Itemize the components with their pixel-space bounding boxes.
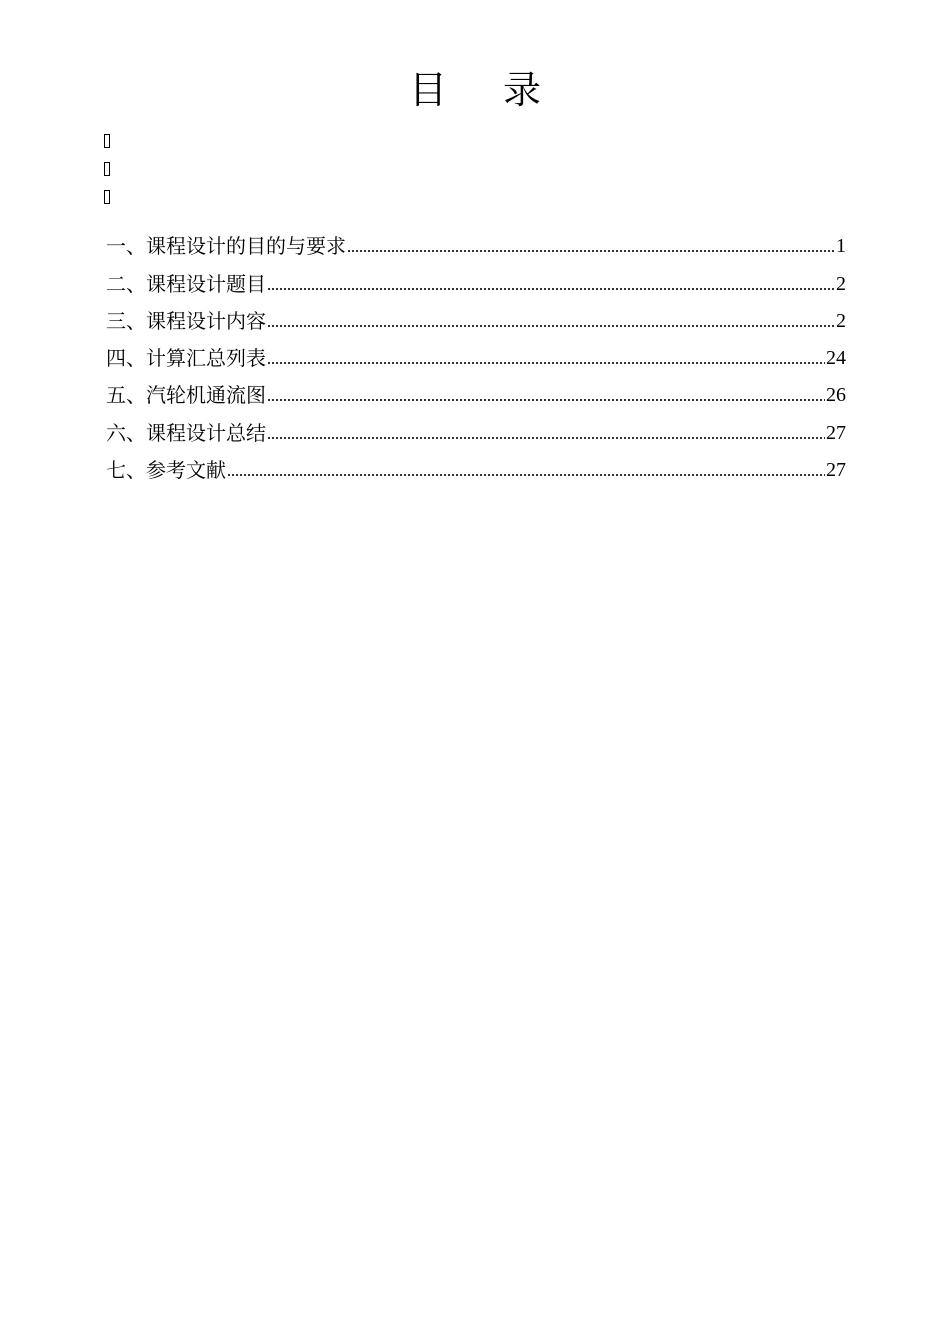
toc-entry-page: 27	[826, 459, 846, 482]
toc-entry-page: 2	[836, 272, 846, 295]
toc-entry-title: 四、计算汇总列表	[106, 346, 266, 371]
toc-entry[interactable]	[106, 224, 846, 261]
dot-leader	[267, 359, 825, 367]
placeholder-glyph	[104, 134, 110, 148]
toc-entry-title: 三、课程设计内容	[106, 308, 266, 333]
toc-entry[interactable]	[106, 373, 846, 410]
dot-leader	[267, 285, 835, 293]
toc-entry[interactable]	[106, 336, 846, 373]
toc-entry[interactable]	[106, 261, 846, 298]
toc-entry-title: 七、参考文献	[106, 458, 226, 483]
toc-entry-title: 五、汽轮机通流图	[106, 383, 266, 408]
dot-leader	[267, 434, 825, 442]
toc-entry[interactable]	[106, 448, 846, 485]
toc-entry-page: 26	[826, 384, 846, 407]
placeholder-glyphs	[104, 134, 110, 218]
page-title: 目 录	[408, 68, 564, 112]
placeholder-glyph	[104, 162, 110, 176]
dot-leader	[227, 471, 825, 479]
dot-leader	[347, 247, 835, 255]
table-of-contents	[106, 224, 846, 485]
toc-entry-page: 24	[826, 347, 846, 370]
toc-entry-title: 六、课程设计总结	[106, 420, 266, 445]
toc-entry-title: 一、课程设计的目的与要求	[106, 234, 346, 259]
placeholder-glyph	[104, 190, 110, 204]
dot-leader	[267, 396, 825, 404]
toc-entry[interactable]	[106, 410, 846, 447]
toc-entry[interactable]	[106, 299, 846, 336]
dot-leader	[267, 322, 835, 330]
toc-entry-page: 27	[826, 421, 846, 444]
toc-entry-page: 1	[836, 235, 846, 258]
toc-entry-title: 二、课程设计题目	[106, 271, 266, 296]
toc-entry-page: 2	[836, 309, 846, 332]
